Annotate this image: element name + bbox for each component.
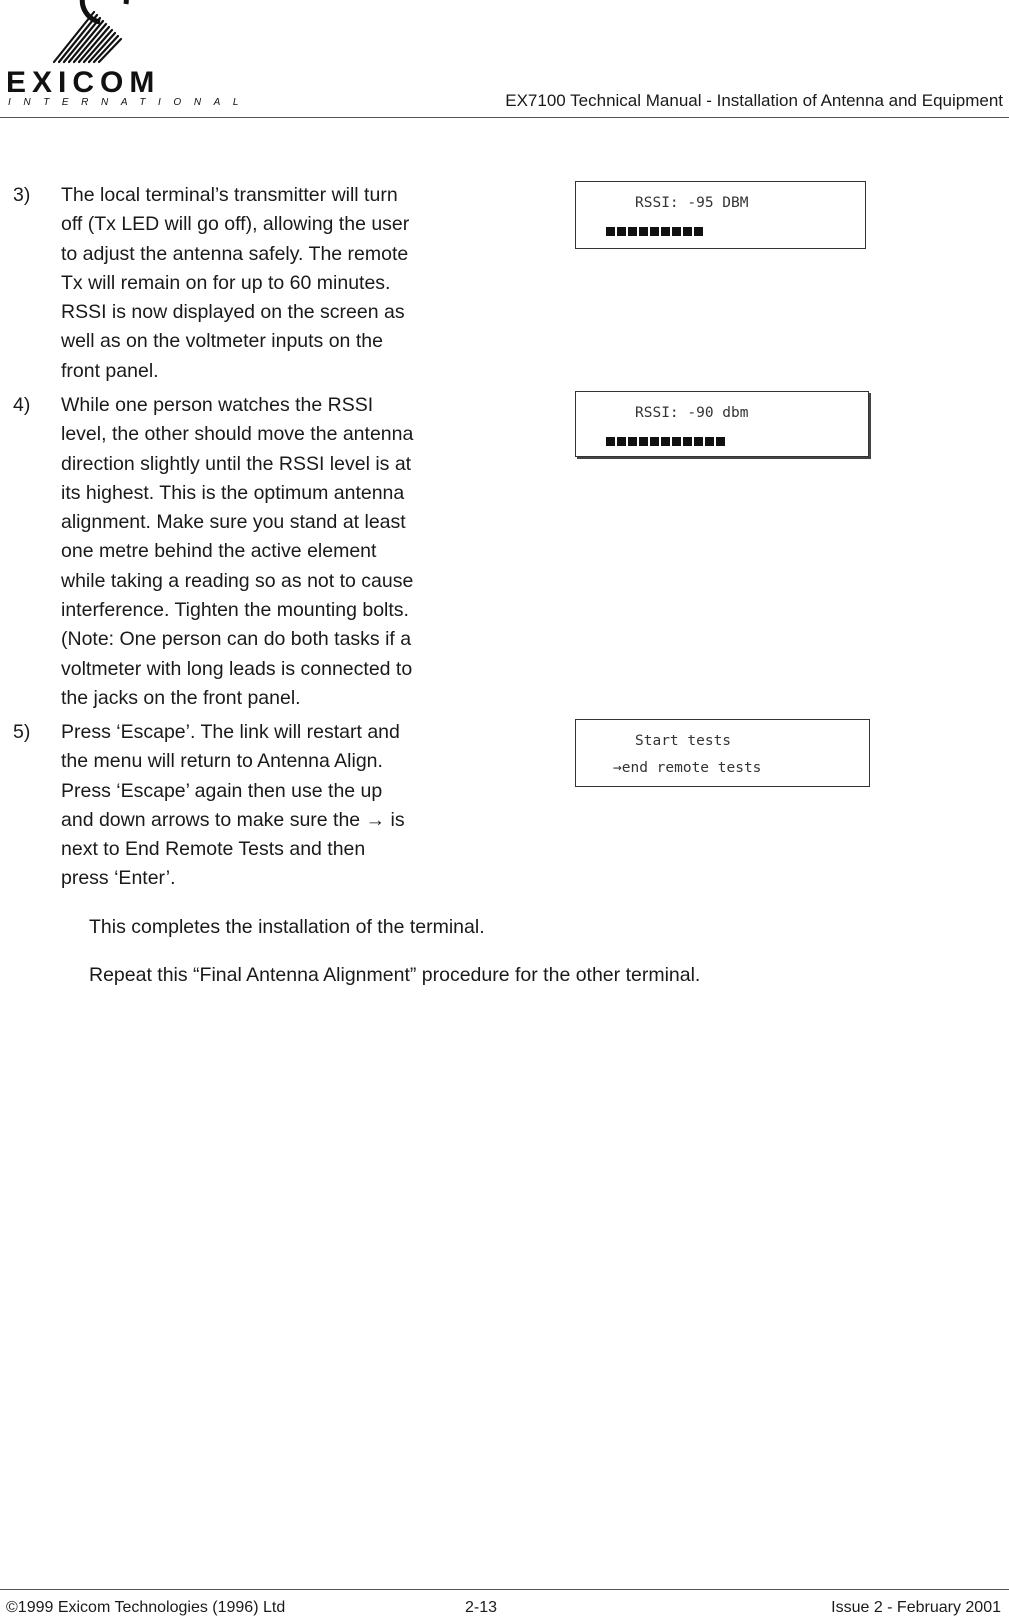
footer-copyright: ©1999 Exicom Technologies (1996) Ltd — [6, 1599, 286, 1616]
step-line: to adjust the antenna safely. The remote — [61, 242, 409, 265]
page-header-title: EX7100 Technical Manual - Installation of Antenna and Equipment — [505, 91, 1003, 110]
rssi-bar-segment — [672, 437, 681, 446]
lcd-display-tests-menu — [575, 719, 870, 787]
rssi-bar-segment — [683, 437, 692, 446]
logo-wordmark: EXICOM — [6, 66, 161, 99]
step-line: while taking a reading so as not to cause — [61, 569, 414, 592]
logo-subtext: INTERNATIONAL — [8, 97, 252, 108]
step-line: While one person watches the RSSI — [61, 394, 374, 416]
step-line: direction slightly until the RSSI level is at — [61, 452, 412, 475]
step-line: Tx will remain on for up to 60 minutes. — [61, 271, 391, 294]
lcd-line-1: Start tests — [635, 733, 732, 749]
rssi-bar-segment — [639, 227, 648, 236]
step-line: front panel. — [61, 359, 159, 382]
step-line: press ‘Enter’. — [61, 867, 176, 890]
rssi-bar-segment — [628, 437, 637, 446]
step-line: the menu will return to Antenna Align. — [61, 750, 383, 773]
rssi-bar-segment — [606, 437, 615, 446]
step-line: RSSI is now displayed on the screen as — [61, 301, 405, 324]
exicom-logo — [4, 0, 252, 112]
step-line: Press ‘Escape’ again then use the up — [61, 779, 383, 802]
lcd-line-1: RSSI: -90 dbm — [635, 405, 749, 421]
rssi-bar-segment — [606, 227, 615, 236]
step-line: well as on the voltmeter inputs on the — [61, 330, 383, 353]
rssi-bar-segment — [617, 227, 626, 236]
step-line: the jacks on the front panel. — [61, 686, 301, 709]
step-line: its highest. This is the optimum antenna — [61, 481, 405, 504]
rssi-bar-segment — [672, 227, 681, 236]
rssi-bar-segment — [694, 437, 703, 446]
step-line: and down arrows to make sure the → is — [61, 808, 405, 831]
step-number: 5) — [13, 721, 31, 743]
satellite-dish-icon — [4, 0, 174, 70]
rssi-bar-segment — [661, 227, 670, 236]
rssi-bar-segment — [650, 227, 659, 236]
step-line: interference. Tighten the mounting bolts. — [61, 599, 409, 622]
step-line: (Note: One person can do both tasks if a — [61, 628, 412, 651]
rssi-bar-segment — [617, 437, 626, 446]
rssi-bar-segment — [694, 227, 703, 236]
footer-page-number: 2-13 — [465, 1599, 498, 1616]
repeat-paragraph: Repeat this “Final Antenna Alignment” procedure for the other terminal. — [89, 964, 701, 986]
rssi-bar-segment — [650, 437, 659, 446]
step-number: 4) — [13, 394, 31, 416]
lcd-display-rssi-95 — [575, 181, 866, 249]
step-line: next to End Remote Tests and then — [61, 838, 366, 861]
rssi-bar-segment — [716, 437, 725, 446]
rssi-bar-segment — [628, 227, 637, 236]
step-line: The local terminal’s transmitter will turn — [61, 184, 398, 206]
step-text — [61, 391, 486, 713]
rssi-bar-segment — [661, 437, 670, 446]
lcd-line-1: RSSI: -95 DBM — [635, 195, 749, 211]
rssi-bar-segment — [705, 437, 714, 446]
step-line: alignment. Make sure you stand at least — [61, 511, 406, 534]
step-line: voltmeter with long leads is connected to — [61, 657, 413, 680]
rssi-bar-meter — [606, 227, 703, 236]
step-line: level, the other should move the antenna — [61, 423, 414, 446]
step-line: Press ‘Escape’. The link will restart and — [61, 721, 400, 743]
completion-paragraph: This completes the installation of the terminal. — [89, 916, 485, 938]
step-text — [61, 181, 486, 386]
step-line: off (Tx LED will go off), allowing the user — [61, 213, 410, 236]
footer-issue: Issue 2 - February 2001 — [831, 1599, 1001, 1616]
rssi-bar-segment — [683, 227, 692, 236]
header-divider — [0, 117, 1009, 118]
rssi-bar-segment — [639, 437, 648, 446]
footer-divider — [0, 1589, 1009, 1590]
lcd-display-rssi-90 — [575, 391, 869, 457]
step-number: 3) — [13, 184, 31, 206]
step-text — [61, 718, 486, 894]
lcd-line-2: →end remote tests — [613, 760, 762, 776]
step-line: one metre behind the active element — [61, 540, 377, 563]
rssi-bar-meter — [606, 437, 725, 446]
